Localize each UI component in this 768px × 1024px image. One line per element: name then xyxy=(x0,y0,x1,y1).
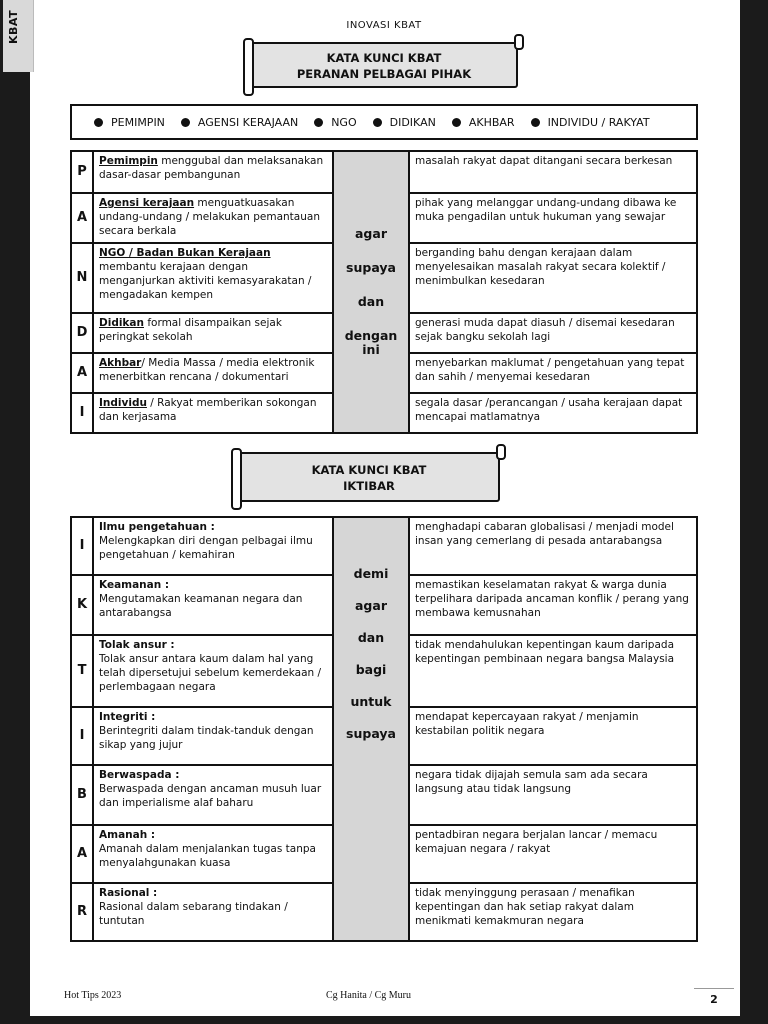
side-tab-label: KBAT xyxy=(7,9,20,44)
section1-banner xyxy=(250,42,518,88)
section1-banner-line1: KATA KUNCI KBAT xyxy=(326,51,442,65)
side-tab xyxy=(3,0,34,72)
legend-item: NGO xyxy=(314,116,356,129)
legend-item: AKHBAR xyxy=(452,116,515,129)
legend-item: DIDIKAN xyxy=(373,116,436,129)
connector-word: supaya xyxy=(346,260,396,275)
row-letter: I xyxy=(71,707,93,765)
row-letter: R xyxy=(71,883,93,941)
header-title: INOVASI KBAT xyxy=(346,20,422,31)
connector-word: demi xyxy=(353,566,389,581)
section2-table xyxy=(70,516,698,942)
connector-column xyxy=(333,517,409,941)
row-action: Akhbar/ Media Massa / media elektronik menerbitkan rencana / dokumentari xyxy=(93,353,333,393)
bullet-icon xyxy=(452,118,461,127)
section1-banner-line2: PERANAN PELBAGAI PIHAK xyxy=(296,67,472,81)
footer-left: Hot Tips 2023 xyxy=(64,990,122,1001)
row-letter: A xyxy=(71,353,93,393)
row-result: segala dasar /perancangan / usaha kerajaan dapat mencapai matlamatnya xyxy=(409,393,697,433)
connector-word: dan xyxy=(357,294,385,309)
row-result: mendapat kepercayaan rakyat / menjamin kestabilan politik negara xyxy=(409,707,697,765)
section1-table xyxy=(70,150,698,434)
row-result: pentadbiran negara berjalan lancar / memacu kemajuan negara / rakyat xyxy=(409,825,697,883)
row-action: Berwaspada : Berwaspada dengan ancaman musuh luar dan imperialisme alaf baharu xyxy=(93,765,333,825)
bullet-icon xyxy=(181,118,190,127)
connector-column xyxy=(333,151,409,433)
connector-word: dan xyxy=(357,630,385,645)
row-letter: I xyxy=(71,393,93,433)
row-result: tidak menyinggung perasaan / menafikan kepentingan dan hak setiap rakyat dalam menikmati kemakmuran negara xyxy=(409,883,697,941)
row-letter: D xyxy=(71,313,93,353)
row-result: generasi muda dapat diasuh / disemai kesedaran sejak bangku sekolah lagi xyxy=(409,313,697,353)
row-action: Keamanan : Mengutamakan keamanan negara dan antarabangsa xyxy=(93,575,333,635)
bullet-icon xyxy=(94,118,103,127)
row-action: Individu / Rakyat memberikan sokongan dan kerjasama xyxy=(93,393,333,433)
row-letter: A xyxy=(71,825,93,883)
row-letter: K xyxy=(71,575,93,635)
row-action: NGO / Badan Bukan Kerajaan membantu kerajaan dengan menganjurkan aktiviti kemasyarakatan / mengadakan kempen xyxy=(93,243,333,313)
role-legend xyxy=(70,104,698,140)
row-action: Didikan formal disampaikan sejak peringkat sekolah xyxy=(93,313,333,353)
row-result: masalah rakyat dapat ditangani secara berkesan xyxy=(409,151,697,193)
row-letter: B xyxy=(71,765,93,825)
row-letter: P xyxy=(71,151,93,193)
row-result: menyebarkan maklumat / pengetahuan yang tepat dan sahih / menyemai kesedaran xyxy=(409,353,697,393)
table-row xyxy=(71,517,697,575)
row-result: memastikan keselamatan rakyat & warga dunia terpelihara daripada ancaman konflik / perang yang membawa kemusnahan xyxy=(409,575,697,635)
row-result: berganding bahu dengan kerajaan dalam menyelesaikan masalah rakyat secara kolektif / menimbulkan kesedaran xyxy=(409,243,697,313)
row-action: Agensi kerajaan menguatkuasakan undang-undang / melakukan pemantauan secara berkala xyxy=(93,193,333,243)
legend-item: INDIVIDU / RAKYAT xyxy=(531,116,650,129)
table-row xyxy=(71,151,697,193)
connector-word: agar xyxy=(355,598,387,613)
row-action: Rasional : Rasional dalam sebarang tindakan / tuntutan xyxy=(93,883,333,941)
connector-word: agar xyxy=(355,226,387,241)
row-result: tidak mendahulukan kepentingan kaum daripada kepentingan pembinaan negara bangsa Malaysia xyxy=(409,635,697,707)
row-letter: T xyxy=(71,635,93,707)
row-letter: N xyxy=(71,243,93,313)
bullet-icon xyxy=(314,118,323,127)
connector-word: untuk xyxy=(350,694,392,709)
legend-item: AGENSI KERAJAAN xyxy=(181,116,298,129)
connector-word: supaya xyxy=(346,726,396,741)
legend-item: PEMIMPIN xyxy=(94,116,165,129)
row-result: menghadapi cabaran globalisasi / menjadi model insan yang cemerlang di pesada antarabangsa xyxy=(409,517,697,575)
row-result: pihak yang melanggar undang-undang dibawa ke muka pengadilan untuk hukuman yang sewajar xyxy=(409,193,697,243)
page-number: 2 xyxy=(694,988,734,1011)
row-result: negara tidak dijajah semula sam ada secara langsung atau tidak langsung xyxy=(409,765,697,825)
connector-word: dengan ini xyxy=(344,328,398,357)
section2-banner-line1: KATA KUNCI KBAT xyxy=(311,463,427,477)
section2-banner xyxy=(238,452,500,502)
bullet-icon xyxy=(531,118,540,127)
section2-banner-line2: IKTIBAR xyxy=(343,479,395,493)
bullet-icon xyxy=(373,118,382,127)
row-action: Amanah : Amanah dalam menjalankan tugas tanpa menyalahgunakan kuasa xyxy=(93,825,333,883)
row-letter: A xyxy=(71,193,93,243)
row-action: Ilmu pengetahuan : Melengkapkan diri dengan pelbagai ilmu pengetahuan / kemahiran xyxy=(93,517,333,575)
row-action: Pemimpin menggubal dan melaksanakan dasar-dasar pembangunan xyxy=(93,151,333,193)
connector-word: bagi xyxy=(355,662,387,677)
footer-center: Cg Hanita / Cg Muru xyxy=(326,990,411,1001)
row-action: Tolak ansur : Tolak ansur antara kaum dalam hal yang telah dipersetujui sebelum kemerdekaan / perlembagaan negara xyxy=(93,635,333,707)
row-action: Integriti : Berintegriti dalam tindak-tanduk dengan sikap yang jujur xyxy=(93,707,333,765)
row-letter: I xyxy=(71,517,93,575)
